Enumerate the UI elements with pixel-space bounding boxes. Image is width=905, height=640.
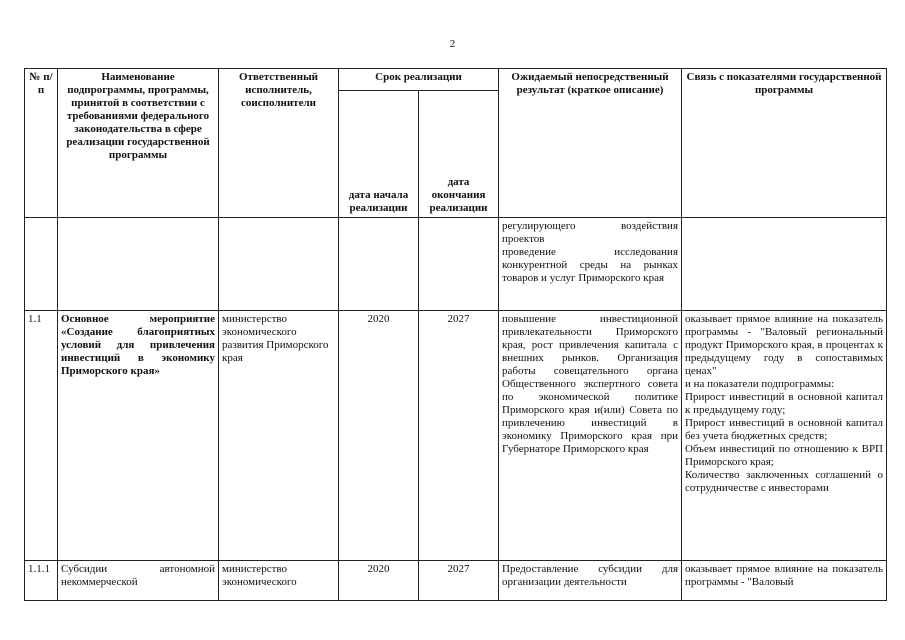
header-link: Связь с показателями государственной программы	[682, 69, 887, 218]
cell-name	[58, 218, 219, 311]
header-period: Срок реализации	[339, 69, 499, 91]
table-body	[25, 218, 887, 601]
link-line: Прирост инвестиций в основной капитал к предыдущему году;	[685, 391, 884, 416]
link-line: и на показатели подпрограммы:	[685, 378, 835, 390]
cell-start: 2020	[339, 561, 419, 601]
table-row	[25, 561, 887, 601]
cell-executor	[219, 218, 339, 311]
result-line: Предоставление субсидии для организации деятельности	[502, 563, 679, 588]
link-line: Прирост инвестиций в основной капитал без учета бюджетных средств;	[685, 417, 884, 442]
result-line: проведение исследования конкурентной среды на рынках товаров и услуг Приморского края	[502, 246, 679, 284]
header-name: Наименование подпрограммы, программы, принятой в соответствии с требованиями федерального законодательства в сфере реализации государственной программы	[58, 69, 219, 218]
cell-executor: министерство экономического развития Приморского края	[219, 311, 339, 561]
header-start: дата начала реализации	[339, 91, 419, 218]
link-line: Объем инвестиций по отношению к ВРП Приморского края;	[685, 443, 884, 468]
cell-end: 2027	[419, 561, 499, 601]
cell-link	[682, 218, 887, 311]
link-line: оказывает прямое влияние на показатель программы - "Валовый	[685, 563, 884, 588]
program-table	[24, 68, 887, 601]
cell-name: Субсидии автономной некоммерческой	[58, 561, 219, 601]
result-line: регулирующего воздействия проектов	[502, 220, 679, 245]
cell-num: 1.1.1	[25, 561, 58, 601]
cell-link	[682, 311, 887, 561]
cell-link	[682, 561, 887, 601]
cell-executor: министерство экономического	[219, 561, 339, 601]
cell-end: 2027	[419, 311, 499, 561]
header-num: № п/п	[25, 69, 58, 218]
header-result: Ожидаемый непосредственный результат (краткое описание)	[499, 69, 682, 218]
link-line: Количество заключенных соглашений о сотрудничестве с инвесторами	[685, 469, 884, 494]
cell-result	[499, 561, 682, 601]
cell-result	[499, 218, 682, 311]
cell-num: 1.1	[25, 311, 58, 561]
cell-num	[25, 218, 58, 311]
table-row	[25, 218, 887, 311]
result-line: повышение инвестиционной привлекательности Приморского края, рост привлечения капитала с внешних рынков. Организация работы совещательного органа Общественного экспертного совета по экономической политике Приморского края и(или) Совета по привлечению инвестиций в экономику Приморского края при Губернаторе Приморского края	[502, 313, 679, 455]
cell-start: 2020	[339, 311, 419, 561]
cell-end	[419, 218, 499, 311]
header-end: дата окончания реализации	[419, 91, 499, 218]
cell-name: Основное мероприятие «Создание благоприятных условий для привлечения инвестиций в экономику Приморского края»	[58, 311, 219, 561]
cell-result	[499, 311, 682, 561]
cell-start	[339, 218, 419, 311]
page-number: 2	[449, 38, 456, 50]
table-row	[25, 311, 887, 561]
link-line: оказывает прямое влияние на показатель программы - "Валовый региональный продукт Приморского края, в процентах к предыдущему году в сопоставимых ценах"	[685, 313, 884, 377]
header-executor: Ответственный исполнитель, соисполнители	[219, 69, 339, 218]
